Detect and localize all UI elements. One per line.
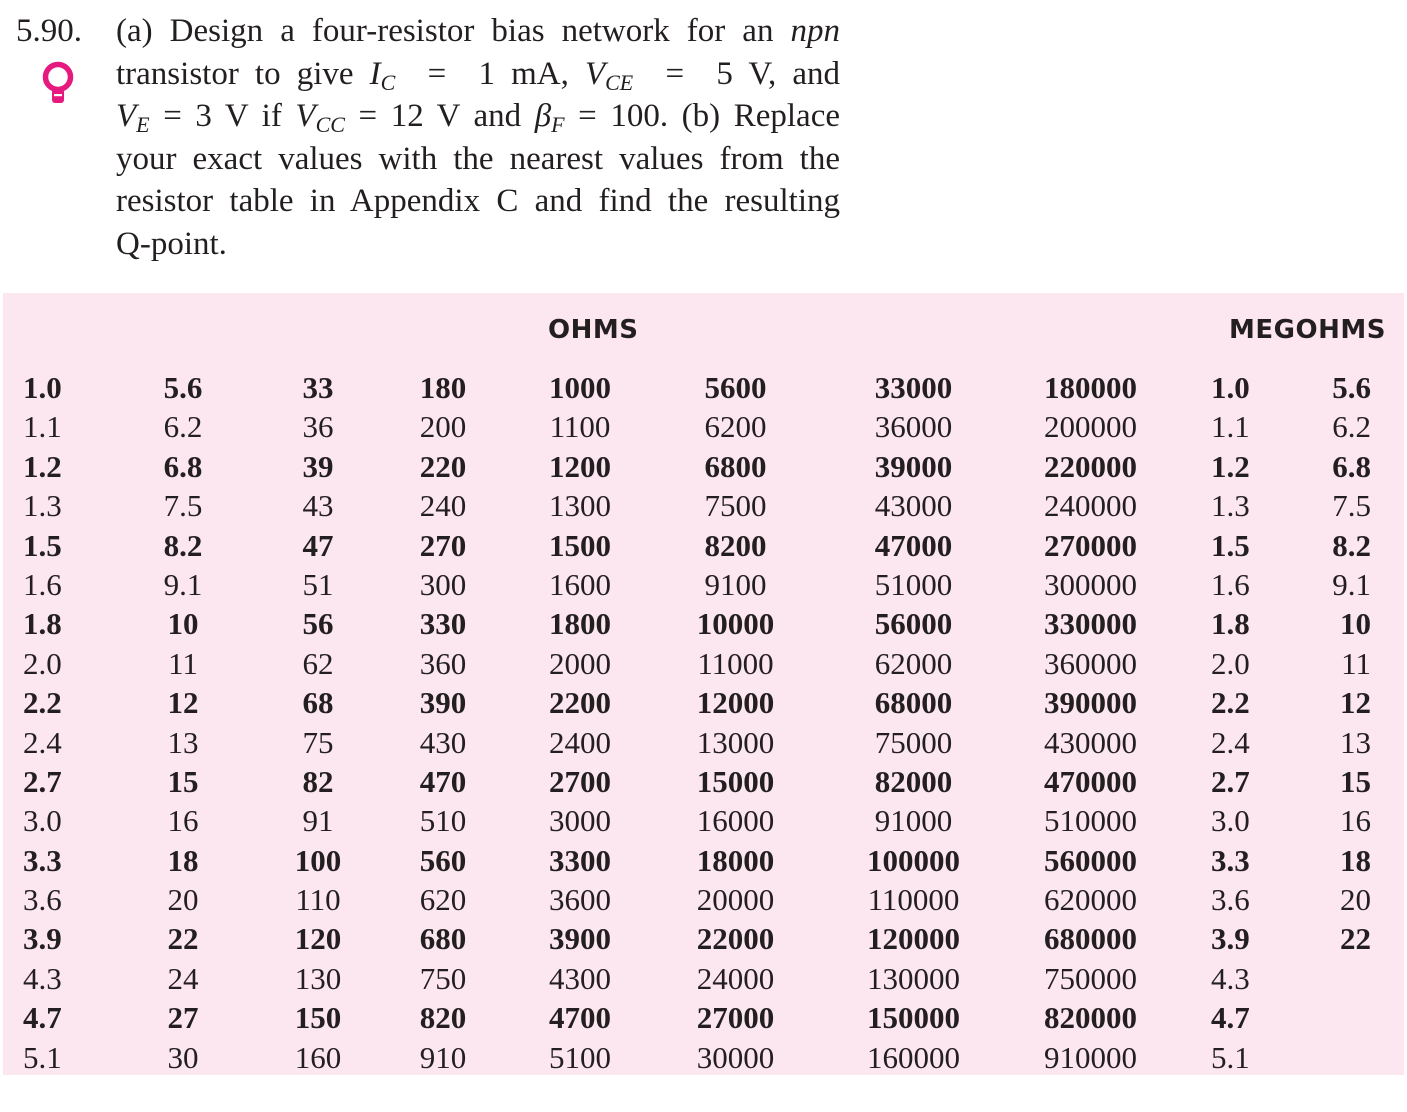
table-cell: 30000 xyxy=(696,1039,775,1075)
table-cell: 47 xyxy=(302,527,334,563)
table-cell: 6.8 xyxy=(163,448,203,484)
table-cell: 330000 xyxy=(1044,606,1137,642)
table-cell: 1.6 xyxy=(23,566,62,602)
table-column xyxy=(540,368,620,1077)
table-cell: 22000 xyxy=(696,921,775,957)
table-cell: 2700 xyxy=(549,763,611,799)
table-cell: 5600 xyxy=(704,370,767,405)
table-cell: 6.2 xyxy=(163,409,203,445)
table-cell: 3.6 xyxy=(1211,882,1250,918)
table-cell: 1500 xyxy=(549,527,611,563)
table-cell: 82 xyxy=(302,763,334,799)
table-cell: 300 xyxy=(419,566,467,602)
table-cell: 2.0 xyxy=(1211,645,1250,681)
table-cell: 1.5 xyxy=(1211,527,1250,563)
table-cell: 20 xyxy=(1340,882,1371,918)
table-cell: 820 xyxy=(419,1000,467,1036)
table-column xyxy=(851,368,976,1077)
table-cell: 91 xyxy=(302,803,334,839)
table-column xyxy=(1303,368,1371,959)
problem-line: $V_E = 3$ V if $V_{CC} = 12$ V and $\beta_F = 100$. (b) Replace xyxy=(116,98,840,137)
table-cell: 100000 xyxy=(867,842,960,878)
table-cell: 180 xyxy=(419,370,467,405)
table-cell: 4.3 xyxy=(1211,960,1250,996)
table-cell: 15000 xyxy=(696,763,775,799)
problem-line: your exact values with the nearest values from the xyxy=(116,140,840,177)
megohms-header: MEGOHMS xyxy=(1229,315,1386,345)
table-cell: 1.2 xyxy=(1211,448,1250,484)
lightbulb-icon xyxy=(36,60,80,108)
table-cell: 270 xyxy=(419,527,467,563)
table-cell: 11 xyxy=(168,645,198,681)
table-cell: 18 xyxy=(1340,842,1371,878)
table-cell: 560000 xyxy=(1044,842,1137,878)
table-cell: 3300 xyxy=(549,842,611,878)
table-cell: 3.0 xyxy=(1211,803,1250,839)
table-cell: 5.1 xyxy=(1211,1039,1250,1075)
table-cell: 56000 xyxy=(874,606,953,642)
table-cell: 91000 xyxy=(874,803,953,839)
table-cell: 16 xyxy=(1340,803,1371,839)
table-cell: 2.2 xyxy=(1211,685,1250,721)
problem-text xyxy=(116,10,840,265)
table-cell: 150000 xyxy=(867,1000,960,1036)
table-cell: 12 xyxy=(167,685,199,721)
table-cell: 1.3 xyxy=(1211,488,1250,524)
table-column xyxy=(23,368,83,1077)
table-cell: 27 xyxy=(167,1000,199,1036)
table-cell: 3.0 xyxy=(23,803,62,839)
table-cell: 470000 xyxy=(1044,763,1137,799)
table-cell: 8.2 xyxy=(163,527,203,563)
table-cell: 2000 xyxy=(549,645,611,681)
table-cell: 360 xyxy=(419,645,467,681)
table-cell: 750 xyxy=(419,960,467,996)
table-cell: 2.7 xyxy=(23,763,62,799)
table-cell: 62000 xyxy=(874,645,953,681)
table-cell: 620000 xyxy=(1044,882,1137,918)
table-cell: 2.4 xyxy=(23,724,62,760)
table-cell: 2.0 xyxy=(23,645,62,681)
table-cell: 510 xyxy=(419,803,467,839)
table-cell: 9.1 xyxy=(1332,566,1371,602)
table-cell: 56 xyxy=(302,606,334,642)
table-column xyxy=(143,368,223,1077)
table-cell: 82000 xyxy=(874,763,953,799)
table-cell: 43000 xyxy=(874,488,953,524)
table-cell: 68000 xyxy=(874,685,953,721)
table-cell: 820000 xyxy=(1044,1000,1137,1036)
table-cell: 1.2 xyxy=(23,448,62,484)
table-cell: 68 xyxy=(302,685,334,721)
resistor-table xyxy=(3,293,1404,1075)
table-cell: 36000 xyxy=(874,409,953,445)
table-cell: 30 xyxy=(167,1039,199,1075)
table-cell: 130000 xyxy=(867,960,960,996)
table-cell: 160 xyxy=(294,1039,342,1075)
table-cell: 13 xyxy=(1340,724,1371,760)
table-cell: 1.1 xyxy=(23,409,62,445)
table-cell: 36 xyxy=(302,409,334,445)
table-cell: 390000 xyxy=(1044,685,1137,721)
table-column xyxy=(1028,368,1153,1077)
table-cell: 3600 xyxy=(549,882,611,918)
table-column xyxy=(683,368,788,1077)
table-cell: 1.8 xyxy=(23,606,62,642)
table-cell: 4700 xyxy=(549,1000,611,1036)
problem-line: resistor table in Appendix C and find the resulting xyxy=(116,183,840,219)
table-cell: 7500 xyxy=(704,488,767,524)
table-cell: 120000 xyxy=(867,921,960,957)
table-cell: 15 xyxy=(167,763,199,799)
table-cell: 6200 xyxy=(704,409,767,445)
table-cell: 16000 xyxy=(696,803,775,839)
table-cell: 18 xyxy=(167,842,199,878)
table-cell: 110000 xyxy=(867,882,960,918)
table-cell: 51 xyxy=(302,566,334,602)
table-cell: 3.9 xyxy=(1211,921,1250,957)
problem-number: 5.90. xyxy=(16,13,82,49)
table-cell: 75000 xyxy=(874,724,953,760)
table-cell: 2.2 xyxy=(23,685,62,721)
table-cell: 3000 xyxy=(549,803,611,839)
table-cell: 150 xyxy=(294,1000,342,1036)
table-cell: 240 xyxy=(419,488,467,524)
table-column xyxy=(1211,368,1276,1077)
table-cell: 1.0 xyxy=(1211,370,1250,405)
table-column xyxy=(278,368,358,1077)
table-cell: 33000 xyxy=(874,370,953,405)
table-cell: 11 xyxy=(1341,645,1371,681)
table-cell: 200 xyxy=(419,409,467,445)
table-cell: 6.2 xyxy=(1332,409,1371,445)
problem-line: transistor to give $I_C = 1$ mA, $V_{CE} = 5$ V, and xyxy=(116,55,840,95)
table-cell: 510000 xyxy=(1044,803,1137,839)
table-cell: 4.7 xyxy=(1211,1000,1250,1036)
ohms-header: OHMS xyxy=(548,315,639,345)
table-cell: 120 xyxy=(294,921,342,957)
table-cell: 270000 xyxy=(1044,527,1137,563)
table-cell: 3900 xyxy=(549,921,611,957)
table-cell: 1100 xyxy=(549,409,611,445)
table-cell: 910 xyxy=(419,1039,467,1075)
table-cell: 1.6 xyxy=(1211,566,1250,602)
table-cell: 680000 xyxy=(1044,921,1137,957)
table-cell: 330 xyxy=(419,606,467,642)
table-cell: 180000 xyxy=(1044,370,1137,405)
table-cell: 2200 xyxy=(549,685,611,721)
table-cell: 390 xyxy=(419,685,467,721)
table-cell: 4.3 xyxy=(23,960,62,996)
table-cell: 9100 xyxy=(704,566,767,602)
table-cell: 22 xyxy=(167,921,199,957)
table-cell: 24000 xyxy=(696,960,775,996)
table-cell: 10 xyxy=(1340,606,1371,642)
table-cell: 5.6 xyxy=(1332,370,1371,405)
table-cell: 360000 xyxy=(1044,645,1137,681)
table-cell: 430 xyxy=(419,724,467,760)
table-cell: 5.1 xyxy=(23,1039,62,1075)
table-cell: 51000 xyxy=(874,566,953,602)
table-cell: 6.8 xyxy=(1332,448,1371,484)
table-cell: 39 xyxy=(302,448,334,484)
table-cell: 1200 xyxy=(549,448,611,484)
table-cell: 8.2 xyxy=(1332,527,1371,563)
table-cell: 33 xyxy=(302,370,334,405)
problem-line: (a) Design a four-resistor bias network for an npn xyxy=(116,13,840,49)
table-cell: 13000 xyxy=(696,724,775,760)
table-cell: 100 xyxy=(294,842,342,878)
table-cell: 470 xyxy=(419,763,467,799)
table-cell: 8200 xyxy=(704,527,767,563)
table-cell: 160000 xyxy=(867,1039,960,1075)
table-column xyxy=(403,368,483,1077)
table-cell: 39000 xyxy=(874,448,953,484)
table-cell: 7.5 xyxy=(163,488,203,524)
table-cell: 1.8 xyxy=(1211,606,1250,642)
table-cell: 680 xyxy=(419,921,467,957)
table-cell: 300000 xyxy=(1044,566,1137,602)
table-cell: 3.9 xyxy=(23,921,62,957)
table-cell: 43 xyxy=(302,488,334,524)
table-cell: 5100 xyxy=(549,1039,611,1075)
table-cell: 5.6 xyxy=(163,370,203,405)
table-cell: 200000 xyxy=(1044,409,1137,445)
table-cell: 15 xyxy=(1340,763,1371,799)
table-cell: 3.3 xyxy=(23,842,62,878)
table-cell: 47000 xyxy=(874,527,953,563)
table-cell: 7.5 xyxy=(1332,488,1371,524)
table-cell: 130 xyxy=(294,960,342,996)
table-cell: 75 xyxy=(302,724,334,760)
table-cell: 16 xyxy=(167,803,199,839)
table-cell: 750000 xyxy=(1044,960,1137,996)
table-cell: 62 xyxy=(302,645,334,681)
table-cell: 110 xyxy=(295,882,341,918)
table-cell: 10000 xyxy=(696,606,775,642)
table-cell: 20 xyxy=(167,882,199,918)
table-cell: 910000 xyxy=(1044,1039,1137,1075)
table-cell: 1.0 xyxy=(23,370,62,405)
table-cell: 2.4 xyxy=(1211,724,1250,760)
table-cell: 1.1 xyxy=(1211,409,1250,445)
table-cell: 2.7 xyxy=(1211,763,1250,799)
table-cell: 3.6 xyxy=(23,882,62,918)
table-cell: 1.3 xyxy=(23,488,62,524)
table-cell: 560 xyxy=(419,842,467,878)
table-cell: 3.3 xyxy=(1211,842,1250,878)
table-cell: 6800 xyxy=(704,448,767,484)
table-cell: 1800 xyxy=(549,606,611,642)
table-cell: 22 xyxy=(1340,921,1371,957)
table-cell: 1000 xyxy=(549,370,611,405)
table-cell: 4.7 xyxy=(23,1000,62,1036)
table-cell: 2400 xyxy=(549,724,611,760)
table-cell: 13 xyxy=(167,724,199,760)
table-cell: 20000 xyxy=(696,882,775,918)
table-cell: 1300 xyxy=(549,488,611,524)
table-cell: 220000 xyxy=(1044,448,1137,484)
table-cell: 12000 xyxy=(696,685,775,721)
table-cell: 9.1 xyxy=(163,566,203,602)
table-cell: 12 xyxy=(1340,685,1371,721)
table-cell: 240000 xyxy=(1044,488,1137,524)
table-cell: 620 xyxy=(419,882,467,918)
table-cell: 10 xyxy=(167,606,199,642)
table-cell: 1600 xyxy=(549,566,611,602)
table-cell: 430000 xyxy=(1044,724,1137,760)
table-cell: 11000 xyxy=(697,645,774,681)
table-cell: 220 xyxy=(419,448,467,484)
problem-line: Q-point. xyxy=(116,225,227,262)
table-cell: 24 xyxy=(167,960,199,996)
table-cell: 18000 xyxy=(696,842,775,878)
table-cell: 1.5 xyxy=(23,527,62,563)
table-cell: 27000 xyxy=(696,1000,775,1036)
table-cell: 4300 xyxy=(549,960,611,996)
